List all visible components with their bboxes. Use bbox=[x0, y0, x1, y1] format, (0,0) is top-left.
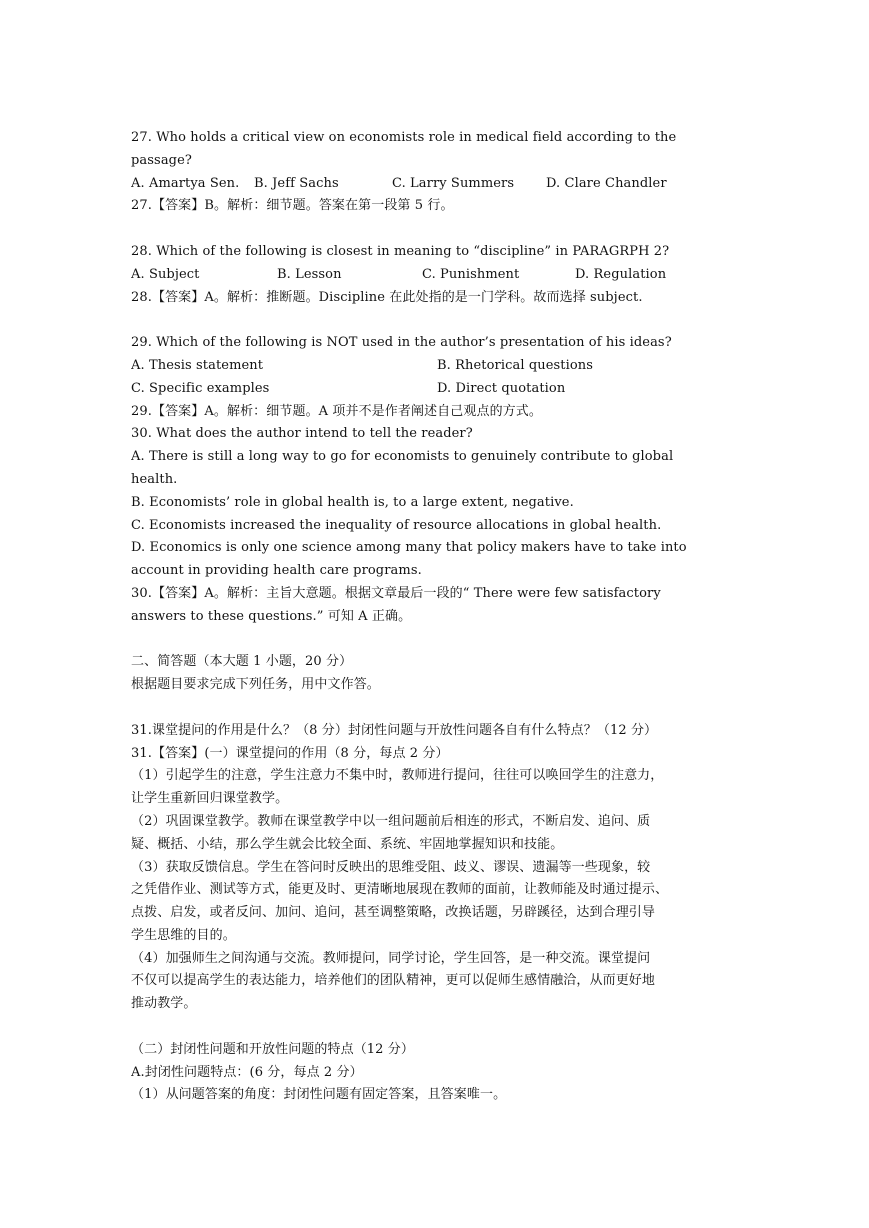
question-27-answer: 27.【答案】B。解析：细节题。答案在第一段第 5 行。 bbox=[131, 198, 454, 214]
document-body bbox=[131, 127, 741, 1107]
option-d: D. Regulation bbox=[575, 266, 667, 282]
question-29-options-row-1 bbox=[131, 355, 741, 378]
question-27-stem-continued: passage? bbox=[131, 152, 192, 168]
section-2-heading: 二、简答题（本大题 1 小题，20 分） bbox=[131, 654, 353, 670]
question-30-option-a: A. There is still a long way to go for economists to genuinely contribute to global bbox=[131, 449, 674, 465]
question-30-option-a-continued: health. bbox=[131, 471, 178, 487]
option-a: A. Amartya Sen. bbox=[131, 175, 240, 191]
answer-point-2-continued: 疑、概括、小结，那么学生就会比较全面、系统、牢固地掌握知识和技能。 bbox=[131, 836, 564, 852]
option-b: B. Rhetorical questions bbox=[437, 357, 594, 373]
spacer bbox=[131, 1016, 741, 1039]
question-28-answer: 28.【答案】A。解析：推断题。Discipline 在此处指的是一门学科。故而选择 subject. bbox=[131, 289, 643, 305]
question-28-stem: 28. Which of the following is closest in meaning to “discipline” in PARAGRPH 2? bbox=[131, 243, 670, 259]
question-28-options bbox=[131, 264, 741, 287]
section-2-instruction: 根据题目要求完成下列任务，用中文作答。 bbox=[131, 677, 380, 693]
answer-part-2-heading: （二）封闭性问题和开放性问题的特点（12 分） bbox=[131, 1041, 414, 1057]
question-29-answer: 29.【答案】A。解析：细节题。A 项并不是作者阐述自己观点的方式。 bbox=[131, 403, 542, 419]
question-29-options-row-2 bbox=[131, 378, 741, 401]
answer-point-1: （1）引起学生的注意，学生注意力不集中时，教师进行提问，往往可以唤回学生的注意力， bbox=[131, 768, 664, 784]
spacer bbox=[131, 218, 741, 241]
option-b: B. Jeff Sachs bbox=[254, 175, 339, 191]
option-c: C. Punishment bbox=[422, 266, 520, 282]
question-27-options bbox=[131, 173, 741, 196]
question-30-option-d-continued: account in providing health care programs. bbox=[131, 563, 422, 579]
option-d: D. Direct quotation bbox=[437, 380, 566, 396]
answer-point-3-continued: 点拨、启发，或者反问、加问、追问，甚至调整策略，改换话题，另辟蹊径，达到合理引导 bbox=[131, 905, 656, 921]
option-b: B. Lesson bbox=[277, 266, 342, 282]
answer-point-1-continued: 让学生重新回归课堂教学。 bbox=[131, 791, 289, 807]
spacer bbox=[131, 697, 741, 720]
question-30-option-c: C. Economists increased the inequality of resource allocations in global health. bbox=[131, 517, 662, 533]
closed-question-heading: A.封闭性问题特点：(6 分，每点 2 分） bbox=[131, 1064, 363, 1080]
answer-point-4-continued: 推动教学。 bbox=[131, 996, 197, 1012]
question-27-stem: 27. Who holds a critical view on economists role in medical field according to the bbox=[131, 130, 677, 145]
question-31-answer-heading: 31.【答案】(一）课堂提问的作用（8 分，每点 2 分） bbox=[131, 745, 449, 761]
option-a: A. Thesis statement bbox=[131, 357, 264, 373]
answer-point-3-continued: 之凭借作业、测试等方式，能更及时、更清晰地展现在教师的面前，让教师能及时通过提示、 bbox=[131, 882, 669, 898]
question-30-option-b: B. Economists’ role in global health is, to a large extent, negative. bbox=[131, 494, 574, 510]
answer-point-2: （2）巩固课堂教学。教师在课堂教学中以一组问题前后相连的形式，不断启发、追问、质 bbox=[131, 813, 651, 829]
answer-point-3-continued: 学生思维的目的。 bbox=[131, 927, 236, 943]
question-30-option-d: D. Economics is only one science among many that policy makers have to take into bbox=[131, 540, 687, 556]
option-d: D. Clare Chandler bbox=[546, 175, 667, 191]
question-31-stem: 31.课堂提问的作用是什么？（8 分）封闭性问题与开放性问题各自有什么特点？（12 分） bbox=[131, 722, 658, 738]
closed-question-point-1: （1）从问题答案的角度：封闭性问题有固定答案，且答案唯一。 bbox=[131, 1087, 507, 1103]
question-30-answer-continued: answers to these questions.” 可知 A 正确。 bbox=[131, 608, 412, 624]
option-c: C. Specific examples bbox=[131, 380, 270, 396]
question-29-stem: 29. Which of the following is NOT used in the author’s presentation of his ideas? bbox=[131, 335, 672, 351]
option-c: C. Larry Summers bbox=[392, 175, 515, 191]
spacer bbox=[131, 309, 741, 332]
answer-point-3: （3）获取反馈信息。学生在答问时反映出的思维受阻、歧义、谬误、遗漏等一些现象，较 bbox=[131, 859, 651, 875]
answer-point-4-continued: 不仅可以提高学生的表达能力，培养他们的团队精神，更可以促师生感情融洽，从而更好地 bbox=[131, 973, 656, 989]
question-30-answer: 30.【答案】A。解析：主旨大意题。根据文章最后一段的“ There were few satisfactory bbox=[131, 585, 661, 601]
option-a: A. Subject bbox=[131, 266, 200, 282]
spacer bbox=[131, 629, 741, 652]
answer-point-4: （4）加强师生之间沟通与交流。教师提问，同学讨论，学生回答，是一种交流。课堂提问 bbox=[131, 950, 651, 966]
question-30-stem: 30. What does the author intend to tell the reader? bbox=[131, 426, 473, 442]
